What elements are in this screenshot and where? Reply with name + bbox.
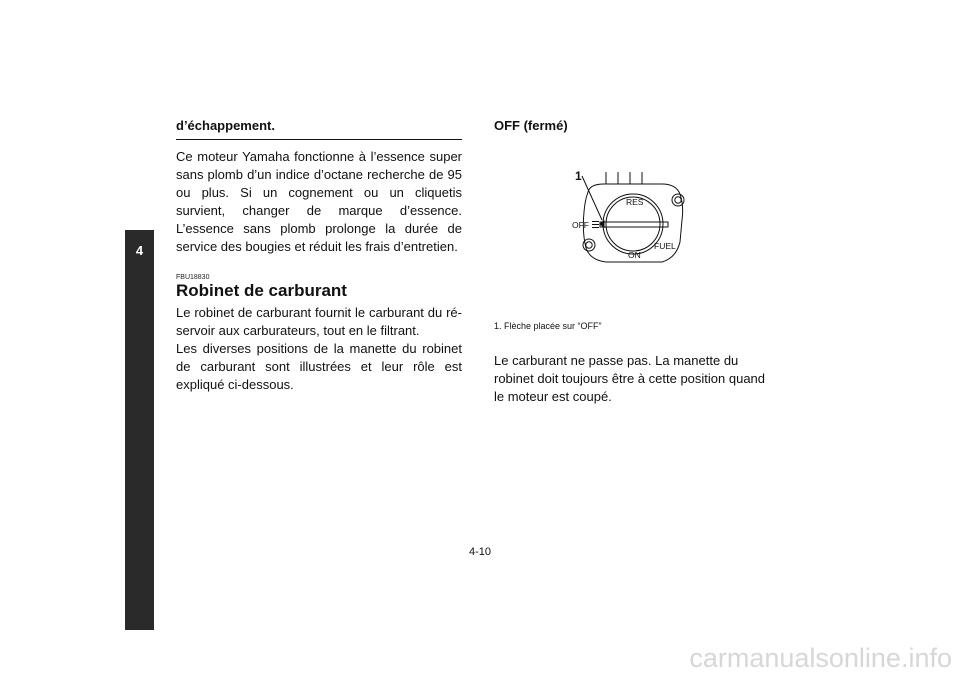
watermark: carmanualsonline.info	[689, 643, 952, 673]
petcock-paragraph-1: Le robinet de carburant fournit le carburant du ré-servoir aux carburateurs, tout en le filtrant.	[176, 305, 462, 338]
res-label: RES	[626, 197, 644, 207]
section-code: FBU18830	[176, 274, 210, 281]
figure-caption: 1. Flèche placée sur “OFF”	[494, 321, 602, 331]
on-label: ON	[628, 250, 641, 260]
petcock-paragraph-2: Les diverses positions de la manette du robinet de carburant sont illustrées et leur rôle est expliqué ci-dessous.	[176, 341, 462, 392]
fuel-label: FUEL	[654, 241, 676, 251]
off-description: Le carburant ne passe pas. La manette du robinet doit toujours être à cette position quand le moteur est coupé.	[494, 353, 766, 404]
off-position-title: OFF (fermé)	[494, 118, 568, 133]
fuel-paragraph: Ce moteur Yamaha fonctionne à l’essence super sans plomb d’un indice d’octane recherche de 95 ou plus. Si un cognement ou un cliquetis survient, changer de marque d’essence. L’essence sans plomb prolonge la durée de service des bougies et réduit les frais d’entretien.	[176, 149, 462, 254]
continued-heading: d’échappement.	[176, 118, 462, 140]
right-column	[494, 118, 776, 404]
section-heading: Robinet de carburant	[176, 281, 347, 300]
off-label: OFF	[572, 220, 589, 230]
chapter-tab	[125, 230, 154, 630]
callout-number: 1	[575, 170, 582, 183]
fuel-cock-illustration	[572, 170, 697, 275]
left-column	[176, 118, 462, 394]
chapter-tab-label: 4	[135, 243, 144, 258]
page-number: 4-10	[468, 546, 492, 558]
